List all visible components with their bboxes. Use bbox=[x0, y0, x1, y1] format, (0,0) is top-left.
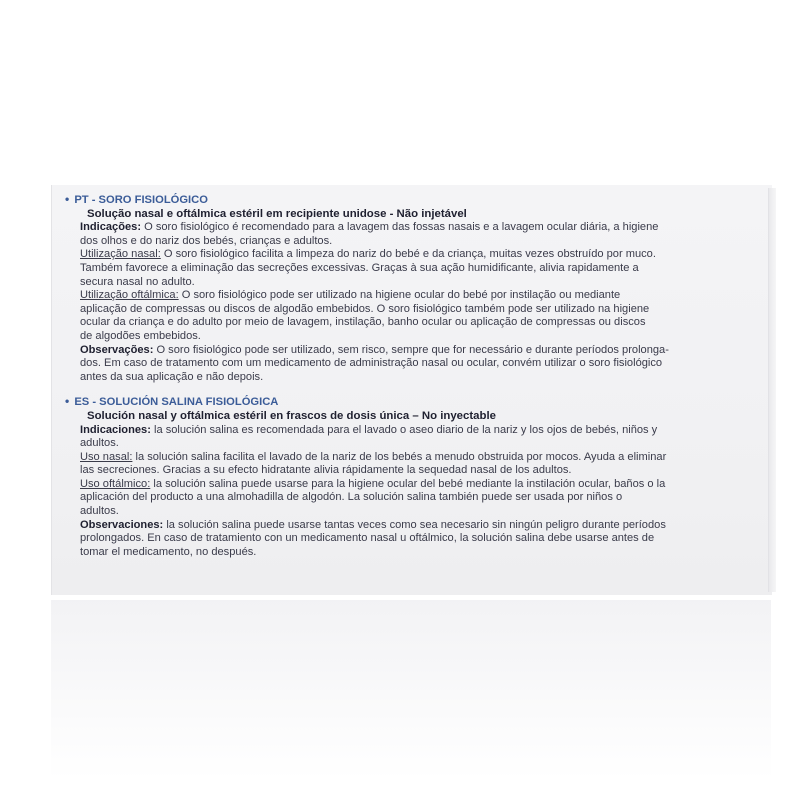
pt-oftalmica bbox=[80, 289, 771, 343]
es-obs-line: prolongados. En caso de tratamiento con un medicamento nasal u oftálmico, la solución salina debe usarse antes de bbox=[80, 532, 655, 545]
es-oftalmico-label: Uso oftálmico: bbox=[80, 477, 151, 490]
es-oftalmico-line: aplicación del producto a una almohadilla de algodón. La solución salina también puede ser usada por niños o bbox=[80, 491, 623, 504]
pt-obs-line: dos. Em caso de tratamento com um medicamento de administração nasal ou ocular, convém utilizar o soro fisiológico bbox=[80, 357, 663, 370]
pt-oftalmica-line: ocular da criança e do adulto por meio de lavagem, instilação, banho ocular ou aplicação de compressas ou discos bbox=[80, 316, 646, 329]
pt-indicacoes bbox=[80, 221, 771, 248]
pt-obs-line: antes da sua aplicação e não depois. bbox=[80, 370, 264, 383]
es-nasal-line: la solución salina facilita el lavado de la nariz de los bebés a menudo obstruida por mocos. Ayuda a eliminar bbox=[132, 450, 667, 463]
pt-header-text: PT - SORO FISIOLÓGICO bbox=[74, 194, 208, 206]
es-nasal bbox=[80, 451, 771, 478]
es-indicaciones-line: adultos. bbox=[80, 437, 119, 450]
es-obs-line: la solución salina puede usarse tantas veces como sea necesario sin ningún peligro durante períodos bbox=[163, 518, 666, 531]
es-indicaciones-label: Indicaciones: bbox=[80, 423, 151, 436]
es-oftalmico-line: adultos. bbox=[80, 505, 119, 518]
es-obs-line: tomar el medicamento, no después. bbox=[80, 545, 257, 558]
es-section-header bbox=[65, 395, 782, 410]
es-observaciones bbox=[80, 519, 771, 560]
pt-indicacoes-line: O soro fisiológico é recomendado para a lavagem das fossas nasais e a lavagem ocular diária, a higiene bbox=[141, 221, 659, 234]
pt-nasal-line: secura nasal no adulto. bbox=[80, 275, 195, 288]
es-nasal-label: Uso nasal: bbox=[80, 450, 133, 463]
es-oftalmico bbox=[80, 478, 771, 519]
box-reflection bbox=[51, 600, 771, 800]
es-indicaciones-line: la solución salina es recomendada para el lavado o aseo diario de la nariz y los ojos de bebés, niños y bbox=[150, 423, 658, 436]
pt-subtitle: Solução nasal e oftálmica estéril em recipiente unidose - Não injetável bbox=[87, 207, 467, 220]
pt-obs-label: Observações: bbox=[80, 343, 154, 356]
pt-nasal-label: Utilização nasal: bbox=[80, 248, 161, 261]
pt-obs-line: O soro fisiológico pode ser utilizado, sem risco, sempre que for necessário e durante períodos prolonga- bbox=[153, 343, 669, 356]
bullet-dot-icon: • bbox=[65, 192, 70, 206]
pt-oftalmica-label: Utilização oftálmica: bbox=[80, 289, 179, 302]
pt-observacoes bbox=[80, 344, 771, 385]
bullet-dot-icon: • bbox=[65, 394, 70, 409]
pt-oftalmica-line: de algodões embebidos. bbox=[80, 329, 201, 342]
pt-nasal bbox=[80, 248, 771, 289]
leaflet-text-panel bbox=[65, 192, 782, 559]
es-indicaciones bbox=[80, 424, 771, 451]
es-oftalmico-line: la solución salina puede usarse para la higiene ocular del bebé mediante la instilación ocular, baños o la bbox=[150, 477, 666, 490]
es-header-text: ES - SOLUCIÓN SALINA FISIOLÓGICA bbox=[74, 396, 279, 409]
es-subtitle: Solución nasal y oftálmica estéril en frascos de dosis única – No inyectable bbox=[87, 409, 496, 422]
pt-indicacoes-label: Indicações: bbox=[80, 221, 142, 234]
pt-nasal-line: O soro fisiológico facilita a limpeza do nariz do bebé e da criança, muitas vezes obstruído por muco. bbox=[160, 248, 656, 261]
pt-oftalmica-line: aplicação de compressas ou discos de algodão embebidos. O soro fisiológico também pode ser utilizado na higiene bbox=[80, 302, 650, 315]
pt-section-header bbox=[65, 193, 782, 208]
pt-oftalmica-line: O soro fisiológico pode ser utilizado na higiene ocular do bebé por instilação ou mediante bbox=[178, 289, 621, 302]
es-obs-label: Observaciones: bbox=[80, 518, 164, 531]
pt-nasal-line: Também favorece a eliminação das secreções excessivas. Graças à sua ação humidificante, alivia rapidamente a bbox=[80, 261, 639, 274]
pt-indicacoes-line: dos olhos e do nariz dos bebés, crianças e adultos. bbox=[80, 234, 333, 247]
es-nasal-line: las secreciones. Gracias a su efecto hidratante alivia rápidamente la sequedad nasal de los adultos. bbox=[80, 464, 572, 477]
